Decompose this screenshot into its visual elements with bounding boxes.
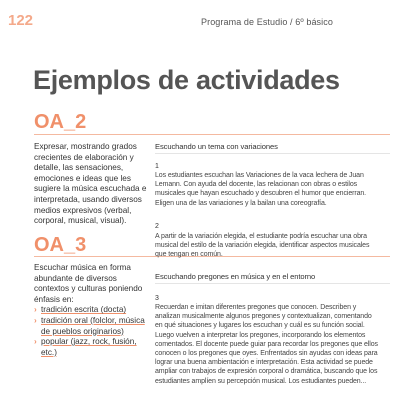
activity-text-1: Los estudiantes escuchan las Variaciones de la vaca lechera de Juan Lemann. Con ayuda del docente, las relacionan con obras o estilos musicales que hayan escuchado y descubren el humor que encierran. Eligen una de las variaciones y la bailan una coreografía. <box>155 172 367 207</box>
oa3-item-oral[interactable] <box>34 316 152 337</box>
header-title: Programa de Estudio / 6º básico <box>201 17 333 27</box>
activity-number-1: 1 <box>155 163 159 170</box>
oa2-heading: OA_2 <box>34 111 87 133</box>
oa3-item-written[interactable] <box>34 305 152 316</box>
oa3-item-oral-text[interactable]: tradición oral (folclor, música de pueblos originarios) <box>41 315 145 336</box>
oa3-list <box>34 305 152 358</box>
activity-number-3: 3 <box>155 295 159 302</box>
activity-rule-2 <box>155 283 390 284</box>
oa3-heading: OA_3 <box>34 234 87 256</box>
oa2-divider <box>34 134 390 135</box>
activity-subtitle-1: Escuchando un tema con variaciones <box>155 142 278 151</box>
page-title: Ejemplos de actividades <box>33 65 340 95</box>
oa3-intro: Escuchar música en forma abundante de diversos contextos y culturas poniendo énfasis en: <box>34 263 143 304</box>
oa3-content <box>34 263 152 358</box>
activity-text-2: A partir de la variación elegida, el estudiante podría escuchar una obra musical del estilo de la variación elegida, identificar aspectos musicales que tengan en común. <box>155 233 370 259</box>
activity-text-3: Recuerdan e imitan diferentes pregones que conocen. Describen y analizan musicalmente algunos pregones y contextualizan, comentando en qué situaciones y lugares los escuchan y cuál es su función social. Luego vuelven a interpretar los pregones, incorporando los elementos comentados. El docente puede guiar para recordar los pregones que ellos conocen o los pregones que oyes. Enfrentados sin ayudas con ideas para lograr una buena ambientación e interpretación. Esta actividad se puede ampliar con trabajos de expresión corporal o dramática, buscando que los estudiantes amplíen su percepción musical. Los estudiantes pueden... <box>155 304 378 385</box>
oa3-item-popular-text[interactable]: popular (jazz, rock, fusión, etc.) <box>41 337 137 357</box>
oa3-item-popular[interactable] <box>34 337 152 358</box>
activity-number-2: 2 <box>155 223 159 230</box>
oa2-description: Expresar, mostrando grados crecientes de elaboración y detalle, las sensaciones, emociones e ideas que les sugiere la música escuchada e interpretada, usando diversos medios expresivos (verbal, corporal, musical, visual). <box>34 142 147 226</box>
page-number: 122 <box>8 12 34 29</box>
activity-subtitle-2: Escuchando pregones en música y en el entorno <box>155 272 316 281</box>
oa3-item-written-text[interactable]: tradición escrita (docta) <box>41 305 127 315</box>
activity-rule-1 <box>155 153 390 154</box>
